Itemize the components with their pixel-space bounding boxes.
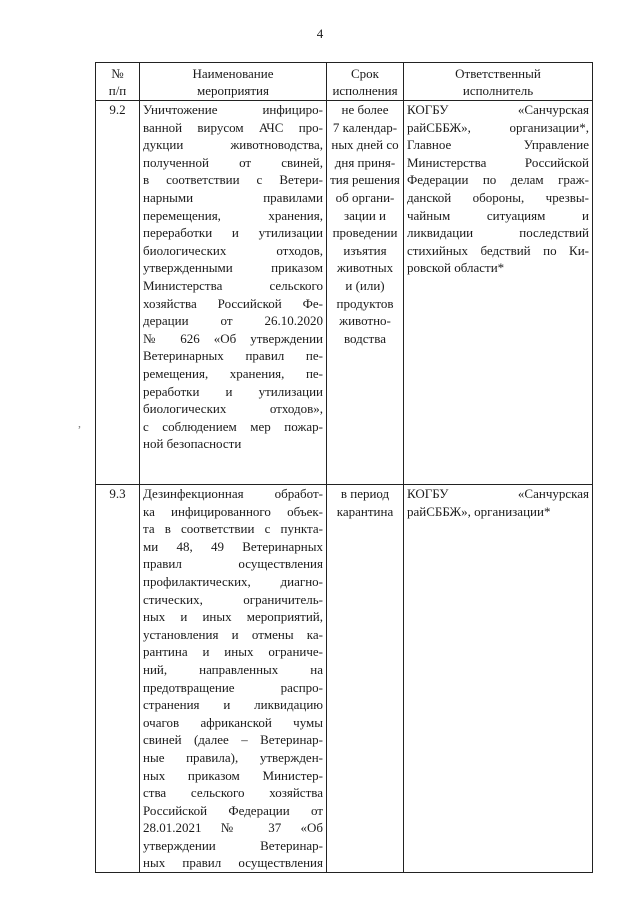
cell-line: утверждении Ветеринар- — [143, 837, 323, 853]
cell-line: изъятия — [343, 242, 387, 258]
cell-line: данской обороны, чрезвы- — [407, 189, 589, 205]
cell-line: Главное Управление — [407, 137, 589, 153]
cell-line: 28.01.2021 № 37 «Об — [143, 820, 323, 836]
cell-line: реработки и утилизации — [143, 383, 323, 399]
cell-line: та в соответствии с пункта- — [143, 521, 323, 537]
cell-line: ных дней со — [331, 137, 399, 153]
cell-line: биологических отходов, — [143, 242, 323, 258]
cell-line: полученной от свиней, — [143, 154, 323, 170]
header-num — [96, 63, 140, 101]
cell-line: утвержденными приказом — [143, 260, 323, 276]
cell-line: дня приня- — [334, 154, 396, 170]
cell-line: ремещения, хранения, пе- — [143, 365, 323, 381]
table-header-row — [96, 63, 593, 101]
term-cell — [327, 101, 404, 485]
measure-name-cell — [140, 485, 327, 873]
cell-line: ми 48, 49 Ветеринарных — [143, 538, 323, 554]
cell-line: ные правила), утвержден- — [143, 749, 323, 765]
cell-line: дерации от 26.10.2020 — [143, 313, 323, 329]
cell-line: ной безопасности — [143, 436, 242, 452]
executor-cell — [404, 101, 593, 485]
cell-line: об органи- — [335, 189, 395, 205]
cell-line: ний, направленных на — [143, 661, 323, 677]
cell-line: в период — [340, 486, 390, 501]
cell-line: биологических отходов», — [143, 401, 323, 417]
cell-line: правил осуществления — [143, 556, 323, 572]
header-num-line: п/п — [108, 83, 127, 98]
row-number: 9.3 — [96, 485, 140, 873]
cell-line: с соблюдением мер пожар- — [143, 418, 323, 434]
cell-line: и (или) — [345, 277, 385, 293]
row-number: 9.2 — [96, 101, 140, 485]
cell-line: животных — [336, 260, 394, 276]
table-row — [96, 101, 593, 485]
cell-line: водства — [344, 330, 386, 346]
cell-line: стихийных бедствий по Ки- — [407, 242, 589, 258]
header-term-line: исполнения — [332, 83, 398, 98]
cell-line: Министерства Российской — [407, 154, 589, 170]
cell-line: предотвращение распро- — [143, 679, 323, 695]
header-num-line: № — [111, 66, 124, 81]
cell-line: ликвидации последствий — [407, 225, 589, 241]
cell-line: стических, ограничитель- — [143, 591, 323, 607]
cell-line: свиней (далее – Ветеринар- — [143, 732, 323, 748]
cell-line: Дезинфекционная обработ- — [143, 486, 323, 501]
cell-line: ных и иных мероприятий, — [143, 609, 323, 625]
cell-line: чайным ситуациям и — [407, 207, 589, 223]
measure-name-cell — [140, 101, 327, 485]
cell-line: в соответствии с Ветери- — [143, 172, 323, 188]
cell-line: ных правил осуществления — [143, 855, 323, 871]
header-name-line: Наименование — [192, 66, 274, 81]
cell-line: переработки и утилизации — [143, 225, 323, 241]
cell-line: КОГБУ «Санчурская — [407, 102, 589, 117]
cell-line: хозяйства Российской Фе- — [143, 295, 323, 311]
cell-line: Уничтожение инфициро- — [143, 102, 323, 117]
cell-line: № 626 «Об утверждении — [143, 330, 323, 346]
cell-line: рантина и иных ограниче- — [143, 644, 323, 660]
header-exec-line: исполнитель — [462, 83, 534, 98]
header-name-line: мероприятия — [196, 83, 269, 98]
cell-line: карантина — [336, 503, 394, 519]
measures-table — [95, 62, 593, 873]
cell-line: зации и — [344, 207, 386, 223]
cell-line: продуктов — [336, 295, 394, 311]
cell-line: ства сельского хозяйства — [143, 785, 323, 801]
header-name — [140, 63, 327, 101]
executor-cell — [404, 485, 593, 873]
margin-mark: , — [78, 416, 81, 430]
cell-line: КОГБУ «Санчурская — [407, 486, 589, 501]
cell-line: Ветеринарных правил пе- — [143, 348, 323, 364]
cell-line: странения и ликвидацию — [143, 697, 323, 713]
table-row — [96, 485, 593, 873]
cell-line: не более — [341, 102, 389, 117]
header-exec-line: Ответственный — [455, 66, 541, 81]
cell-line: профилактических, диагно- — [143, 573, 323, 589]
header-term — [327, 63, 404, 101]
cell-line: тия решения — [330, 172, 400, 188]
cell-line: перемещения, хранения, — [143, 207, 323, 223]
term-cell — [327, 485, 404, 873]
cell-line: проведении — [332, 225, 398, 241]
cell-line: установления и отмены ка- — [143, 626, 323, 642]
cell-line: ванной вирусом АЧС про- — [143, 119, 323, 135]
cell-line: райСББЖ», организации*, — [407, 119, 589, 135]
header-term-line: Срок — [351, 66, 379, 81]
cell-line: ных приказом Министер- — [143, 767, 323, 783]
cell-line: Федерации по делам граж- — [407, 172, 589, 188]
cell-line: Министерства сельского — [143, 277, 323, 293]
cell-line: животно- — [339, 313, 391, 329]
cell-line: дукции животноводства, — [143, 137, 323, 153]
header-exec — [404, 63, 593, 101]
cell-line: ровской области* — [407, 260, 505, 276]
cell-line: 7 календар- — [332, 119, 398, 135]
cell-line: ка инфицированного объек- — [143, 503, 323, 519]
cell-line: Российской Федерации от — [143, 802, 323, 818]
cell-line: очагов африканской чумы — [143, 714, 323, 730]
cell-line: нарными правилами — [143, 189, 323, 205]
cell-line: райСББЖ», организации* — [407, 503, 551, 519]
page-number: 4 — [316, 26, 324, 41]
